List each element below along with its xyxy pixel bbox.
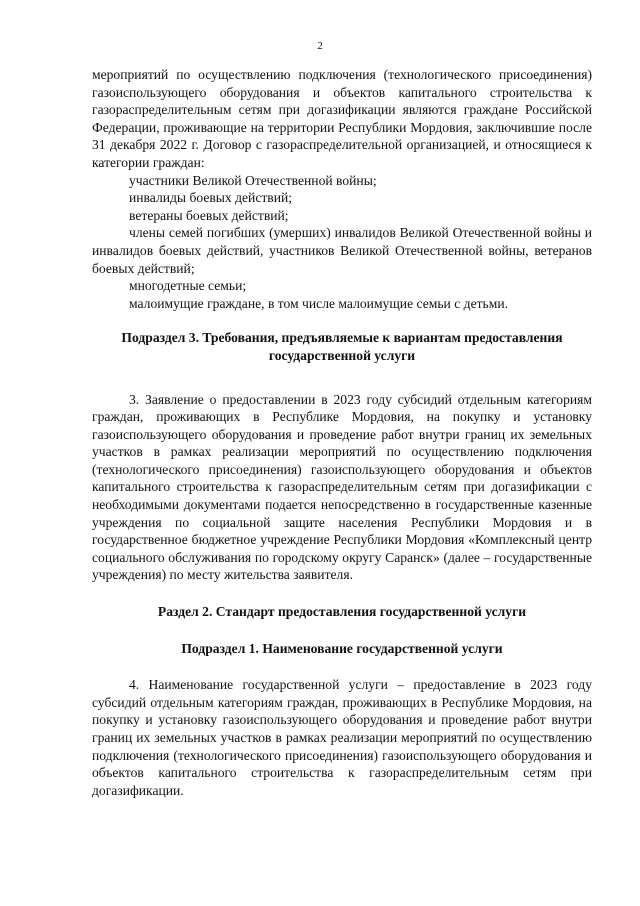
category-item: многодетные семьи; bbox=[129, 278, 247, 294]
category-list bbox=[92, 172, 592, 313]
category-item: малоимущие граждане, в том числе малоимущие семьи с детьми. bbox=[129, 295, 509, 311]
paragraph-4: 4. Наименование государственной услуги – предоставление в 2023 году субсидий отдельным категориям граждан, проживающих в Республике Мордовия, на покупку и установку газоиспользующего оборудования и проведение работ внутри границ их земельных участков в рамках реализации мероприятий по осуществлению подключения (технологического присоединения) газоиспользующего оборудования и объектов капитального строительства к газораспределительным сетям при догазификации. bbox=[92, 677, 592, 798]
category-item: участники Великой Отечественной войны; bbox=[129, 172, 377, 188]
section-2-heading: Раздел 2. Стандарт предоставления государственной услуги bbox=[157, 604, 527, 620]
category-item: инвалиды боевых действий; bbox=[129, 190, 293, 206]
document-body bbox=[92, 66, 592, 799]
category-item: ветераны боевых действий; bbox=[129, 207, 289, 223]
continuation-paragraph: мероприятий по осуществлению подключения (технологического присоединения) газоиспользующего оборудования и объектов капитального строительства к газораспределительным сетям при догазификации являются граждане Российской Федерации, проживающие на территории Республики Мордовия, заключившие после 31 декабря 2022 г. Договор с газораспределительной организацией, и относящиеся к категории граждан: bbox=[92, 67, 592, 170]
page-number: 2 bbox=[317, 40, 323, 52]
subsection-1-heading: Подраздел 1. Наименование государственной услуги bbox=[181, 640, 503, 656]
subsection-3-heading: Подраздел 3. Требования, предъявляемые к вариантам предоставления государственной услуги bbox=[121, 330, 563, 363]
paragraph-3: 3. Заявление о предоставлении в 2023 году субсидий отдельным категориям граждан, проживающих в Республике Мордовия, на покупку и установку газоиспользующего оборудования и проведение работ внутри границ их земельных участков в рамках реализации мероприятий по осуществлению подключения (технологического присоединения) газоиспользующего оборудования и объектов капитального строительства к газораспределительным сетям при догазификации с необходимыми документами подается непосредственно в государственные казенные учреждения по социальной защите населения Республики Мордовия и в государственное бюджетное учреждение Республики Мордовия «Комплексный центр социального обслуживания по городскому округу Саранск» (далее – государственные учреждения) по месту жительства заявителя. bbox=[92, 391, 592, 583]
category-item: члены семей погибших (умерших) инвалидов Великой Отечественной войны и инвалидов боевых действий, участников Великой Отечественной войны, ветеранов боевых действий; bbox=[92, 225, 592, 276]
